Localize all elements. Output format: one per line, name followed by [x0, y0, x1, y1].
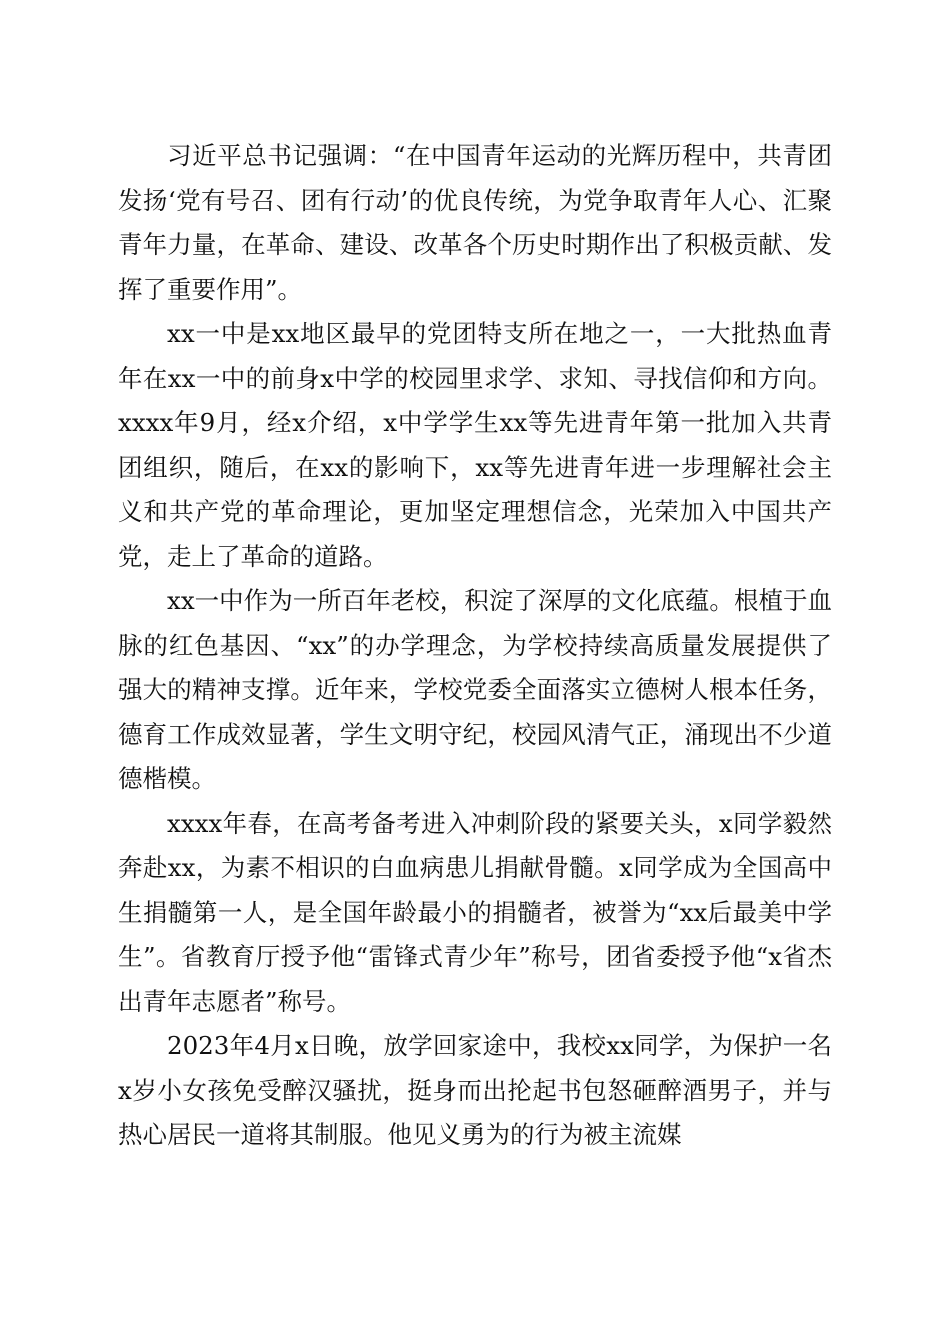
- paragraph-2: xx一中是xx地区最早的党团特支所在地之一，一大批热血青年在xx一中的前身x中学的校园里求学、求知、寻找信仰和方向。xxxx年9月，经x介绍，x中学学生xx等先进青年第一批加入共青团组织，随后，在xx的影响下，xx等先进青年进一步理解社会主义和共产党的革命理论，更加坚定理想信念，光荣加入中国共产党，走上了革命的道路。: [118, 319, 832, 571]
- paragraph-4: xxxx年春，在高考备考进入冲刺阶段的紧要关头，x同学毅然奔赴xx，为素不相识的白血病患儿捐献骨髓。x同学成为全国高中生捐髓第一人，是全国年龄最小的捐髓者，被誉为“xx后最美中学生”。省教育厅授予他“雷锋式青少年”称号，团省委授予他“x省杰出青年志愿者”称号。: [118, 808, 832, 1016]
- paragraph-3: xx一中作为一所百年老校，积淀了深厚的文化底蕴。根植于血脉的红色基因、“xx”的办学理念，为学校持续高质量发展提供了强大的精神支撑。近年来，学校党委全面落实立德树人根本任务，德育工作成效显著，学生文明守纪，校园风清气正，涌现出不少道德楷模。: [118, 586, 832, 793]
- paragraph-1: 习近平总书记强调：“在中国青年运动的光辉历程中，共青团发扬‘党有号召、团有行动’的优良传统，为党争取青年人心、汇聚青年力量，在革命、建设、改革各个历史时期作出了积极贡献、发挥了重要作用”。: [118, 141, 832, 304]
- document-body: [118, 134, 832, 1158]
- paragraph-5: 2023年4月x日晚，放学回家途中，我校xx同学，为保护一名x岁小女孩免受醉汉骚扰，挺身而出抡起书包怒砸醉酒男子，并与热心居民一道将其制服。他见义勇为的行为被主流媒: [118, 1031, 832, 1149]
